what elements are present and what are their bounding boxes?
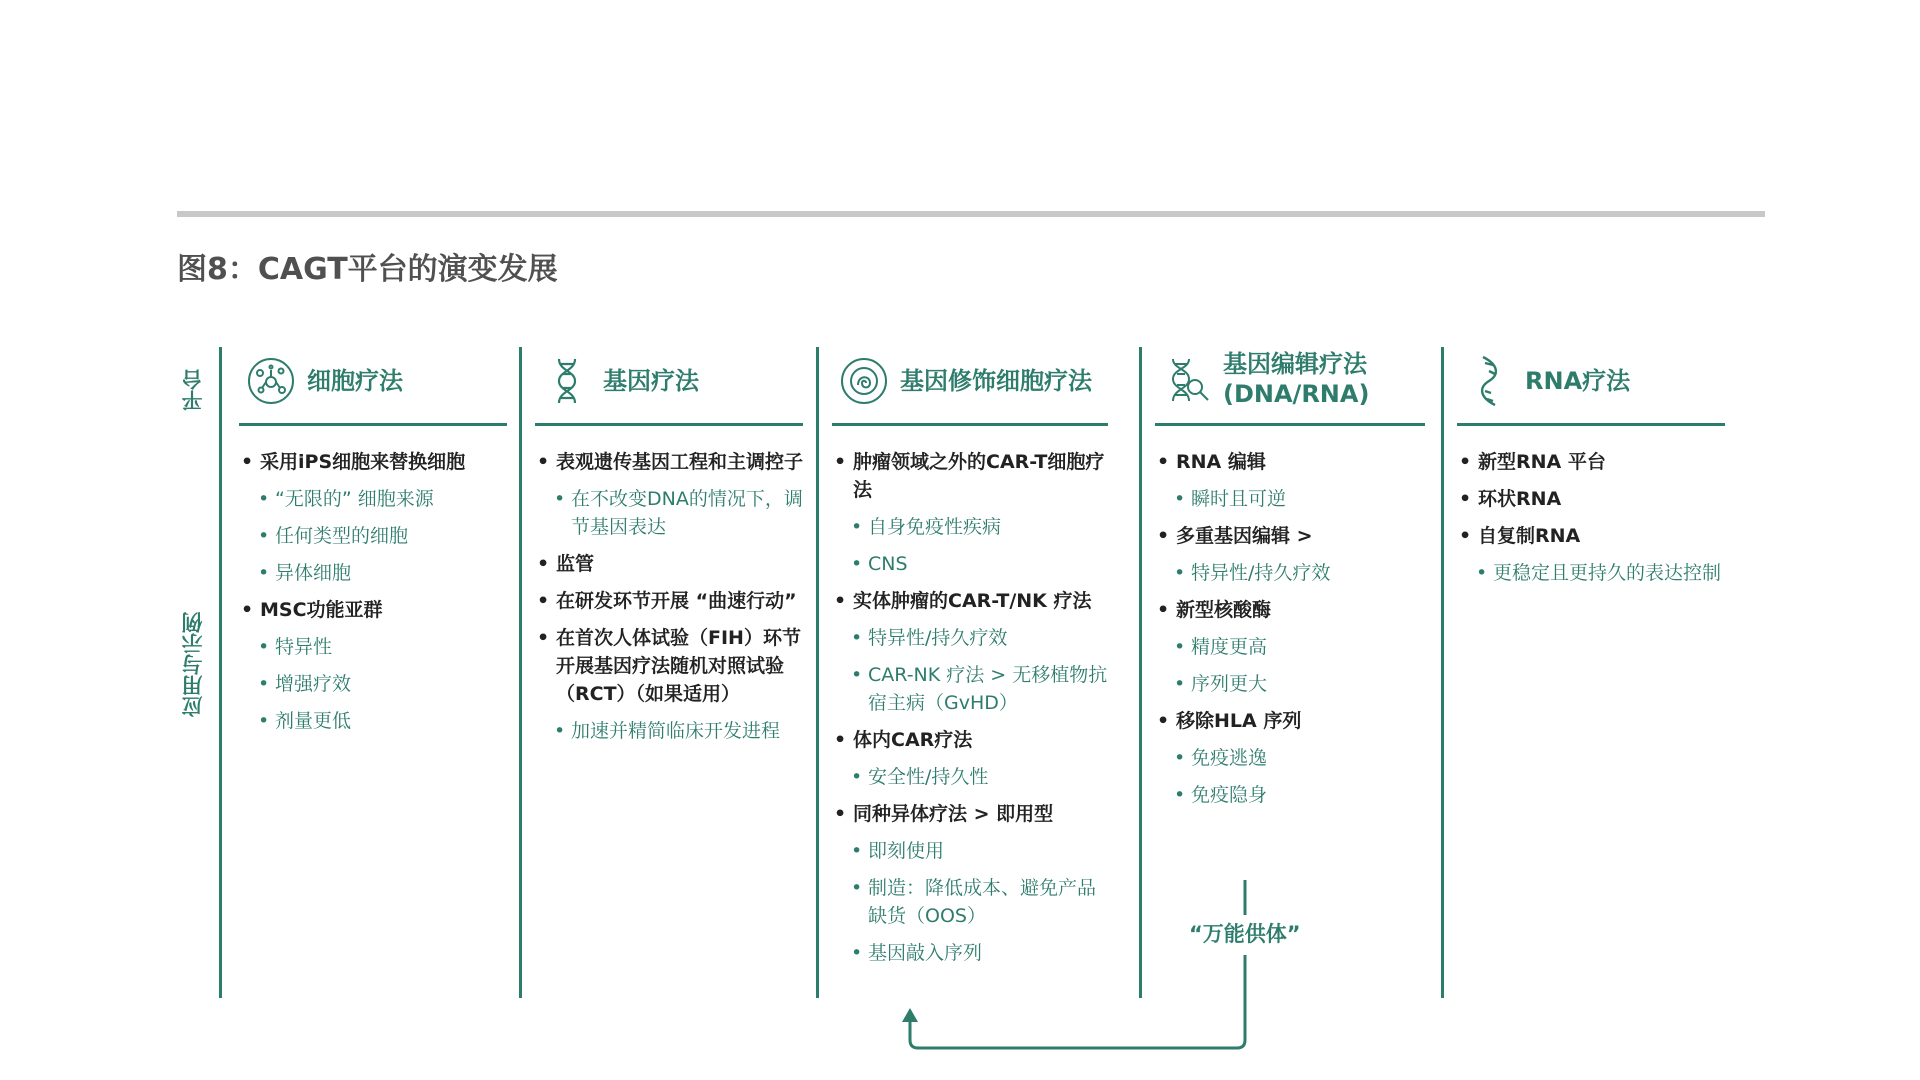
list-item: • 表观遗传基因工程和主调控子 <box>535 448 803 476</box>
column-title: 基因编辑疗法 (DNA/RNA) <box>1223 350 1370 408</box>
universal-donor-annotation: “万能供体” <box>1189 922 1301 946</box>
sub-list-item: • CNS <box>832 550 1108 578</box>
list-item: • 多重基因编辑 > <box>1155 522 1425 550</box>
sub-list-item: • 安全性/持久性 <box>832 763 1108 791</box>
list-item: • 环状RNA <box>1457 485 1725 513</box>
sub-list-item: • 异体细胞 <box>239 559 507 587</box>
column-header <box>1155 347 1425 426</box>
side-label-applications: 应用与示例 <box>181 612 205 718</box>
column-header <box>239 347 507 426</box>
column-title: 细胞疗法 <box>307 367 403 395</box>
side-label-platform: 平台 <box>181 369 205 411</box>
top-divider-rule <box>177 211 1765 217</box>
list-item: • 自复制RNA <box>1457 522 1725 550</box>
column-rna-therapy <box>1457 347 1725 596</box>
gene-editing-icon <box>1161 355 1213 407</box>
sub-list-item: • “无限的” 细胞来源 <box>239 485 507 513</box>
column-cell-therapy <box>239 347 507 744</box>
sub-list-item: • 免疫逃逸 <box>1155 744 1425 772</box>
column-gene-editing-therapy <box>1155 347 1425 818</box>
sub-list-item: • 序列更大 <box>1155 670 1425 698</box>
cell-icon <box>245 355 297 407</box>
list-item: • 实体肿瘤的CAR-T/NK 疗法 <box>832 587 1108 615</box>
sub-list-item: • 精度更高 <box>1155 633 1425 661</box>
list-item: • 采用iPS细胞来替换细胞 <box>239 448 507 476</box>
figure-title: 图8：CAGT平台的演变发展 <box>177 252 558 287</box>
list-item: • 新型核酸酶 <box>1155 596 1425 624</box>
sub-list-item: • 在不改变DNA的情况下，调节基因表达 <box>535 485 803 541</box>
column-title: RNA疗法 <box>1525 367 1631 395</box>
sub-list-item: • 特异性/持久疗效 <box>832 624 1108 652</box>
column-title: 基因修饰细胞疗法 <box>900 367 1092 395</box>
sub-list-item: • 即刻使用 <box>832 837 1108 865</box>
list-item: • 同种异体疗法 > 即用型 <box>832 800 1108 828</box>
sub-list-item: • 增强疗效 <box>239 670 507 698</box>
sub-list-item: • 制造：降低成本、避免产品缺货（OOS） <box>832 874 1108 930</box>
column-divider <box>1441 347 1444 998</box>
list-item: • 在研发环节开展 “曲速行动” <box>535 587 803 615</box>
sub-list-item: • CAR-NK 疗法 > 无移植物抗宿主病（GvHD） <box>832 661 1108 717</box>
column-header <box>832 347 1108 426</box>
sub-list-item: • 免疫隐身 <box>1155 781 1425 809</box>
list-item: • RNA 编辑 <box>1155 448 1425 476</box>
column-gene-therapy <box>535 347 803 754</box>
sub-list-item: • 自身免疫性疾病 <box>832 513 1108 541</box>
sub-list-item: • 瞬时且可逆 <box>1155 485 1425 513</box>
list-item: • 新型RNA 平台 <box>1457 448 1725 476</box>
column-title: 基因疗法 <box>603 367 699 395</box>
column-divider <box>219 347 222 998</box>
rna-strand-icon <box>1463 355 1515 407</box>
sub-list-item: • 加速并精简临床开发进程 <box>535 717 803 745</box>
list-item: • MSC功能亚群 <box>239 596 507 624</box>
column-divider <box>519 347 522 998</box>
sub-list-item: • 特异性 <box>239 633 507 661</box>
column-header <box>1457 347 1725 426</box>
sub-list-item: • 基因敲入序列 <box>832 939 1108 967</box>
sub-list-item: • 更稳定且更持久的表达控制 <box>1457 559 1725 587</box>
modified-cell-icon <box>838 355 890 407</box>
list-item: • 肿瘤领域之外的CAR-T细胞疗法 <box>832 448 1108 504</box>
column-header <box>535 347 803 426</box>
sub-list-item: • 特异性/持久疗效 <box>1155 559 1425 587</box>
list-item: • 移除HLA 序列 <box>1155 707 1425 735</box>
list-item: • 体内CAR疗法 <box>832 726 1108 754</box>
list-item: • 在首次人体试验（FIH）环节开展基因疗法随机对照试验（RCT）（如果适用） <box>535 624 803 708</box>
sub-list-item: • 剂量更低 <box>239 707 507 735</box>
dna-helix-icon <box>541 355 593 407</box>
list-item: • 监管 <box>535 550 803 578</box>
sub-list-item: • 任何类型的细胞 <box>239 522 507 550</box>
column-divider <box>816 347 819 998</box>
connector-arrow <box>880 870 1260 1060</box>
